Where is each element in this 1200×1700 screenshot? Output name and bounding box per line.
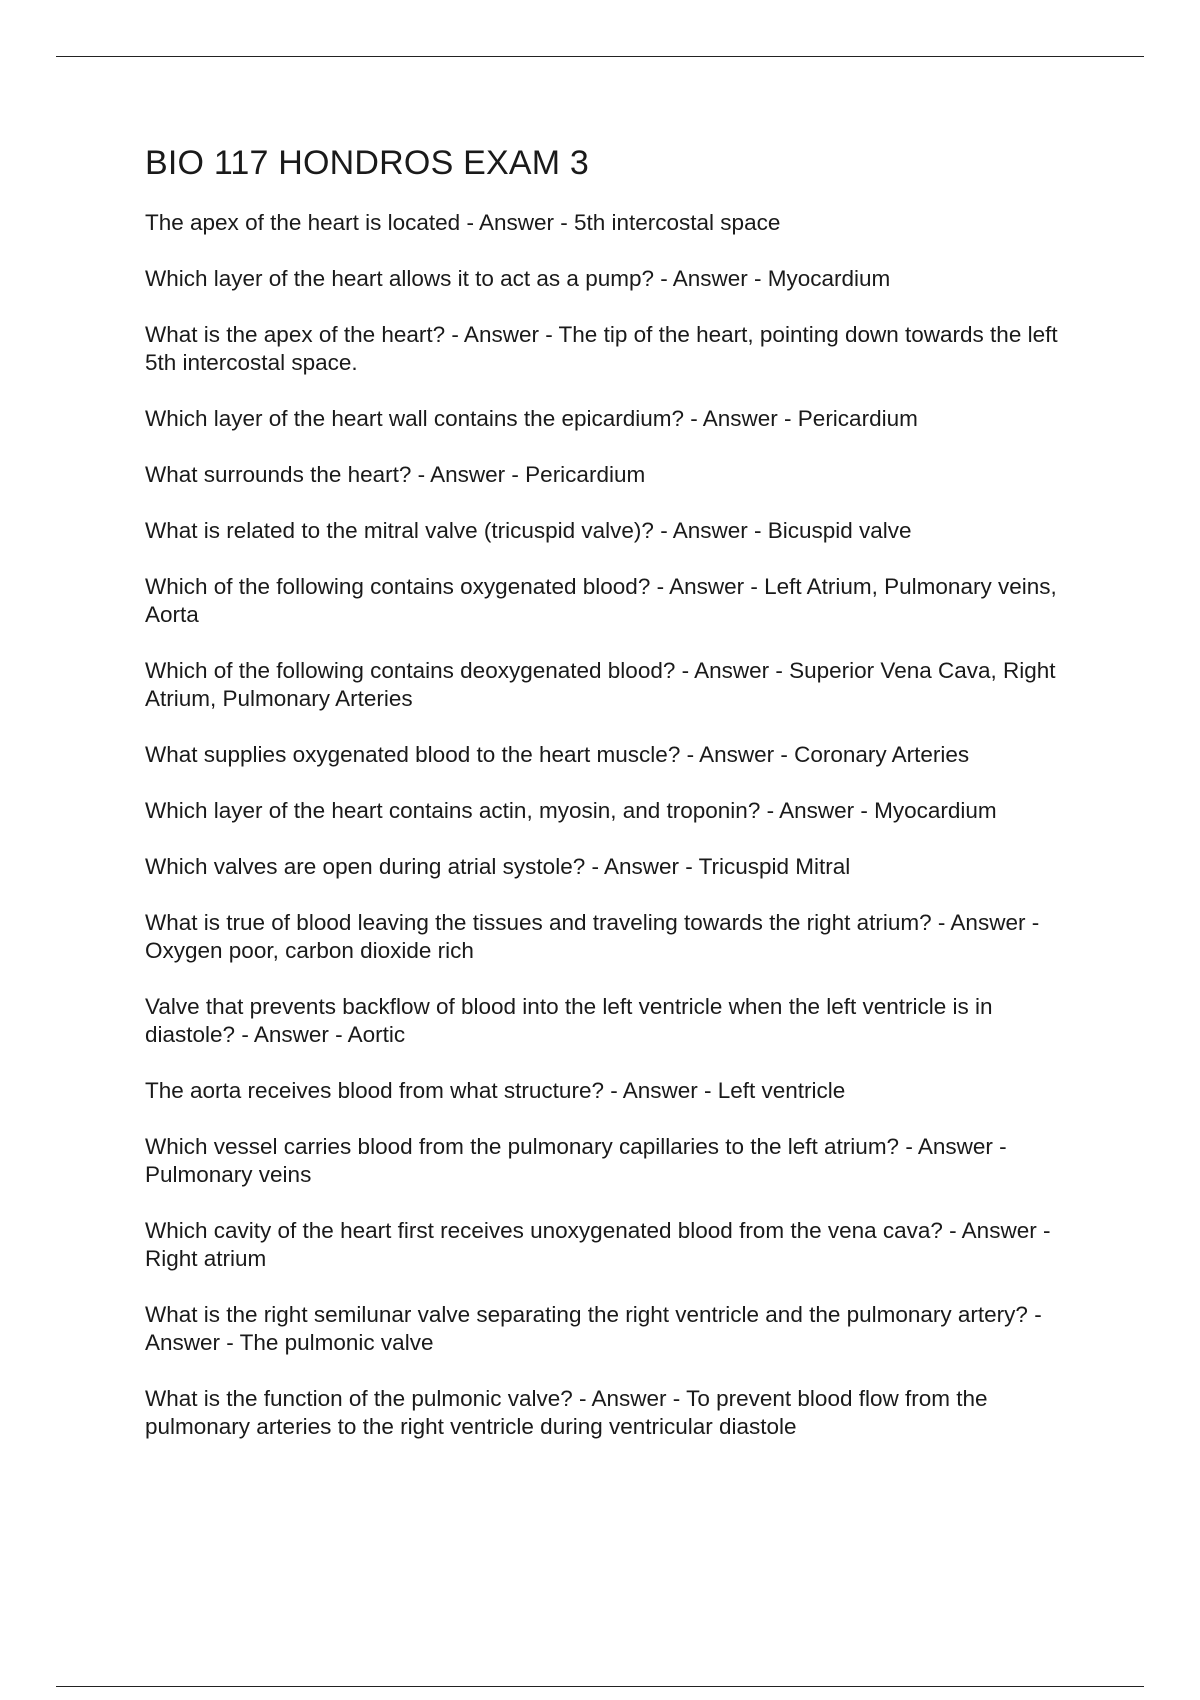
qa-item: The apex of the heart is located - Answer - 5th intercostal space [145,209,781,235]
qa-item: What surrounds the heart? - Answer - Pericardium [145,461,646,487]
qa-list [145,209,1080,1441]
qa-item: What is true of blood leaving the tissues and traveling towards the right atrium? - Answer - Oxygen poor, carbon dioxide rich [145,909,1040,963]
qa-item: The aorta receives blood from what structure? - Answer - Left ventricle [145,1077,846,1103]
qa-item: Valve that prevents backflow of blood into the left ventricle when the left ventricle is in diastole? - Answer - Aortic [145,993,993,1047]
bottom-divider [56,1686,1144,1687]
page-title: BIO 117 HONDROS EXAM 3 [145,144,590,182]
qa-item: Which vessel carries blood from the pulmonary capillaries to the left atrium? - Answer - Pulmonary veins [145,1133,1007,1187]
qa-item: What supplies oxygenated blood to the heart muscle? - Answer - Coronary Arteries [145,741,970,767]
document-body [145,143,1080,1469]
qa-item: Which cavity of the heart first receives unoxygenated blood from the vena cava? - Answer - Right atrium [145,1217,1051,1271]
qa-item: Which layer of the heart allows it to act as a pump? - Answer - Myocardium [145,265,891,291]
qa-item: What is the apex of the heart? - Answer - The tip of the heart, pointing down towards the left 5th intercostal space. [145,321,1058,375]
qa-item: Which of the following contains oxygenated blood? - Answer - Left Atrium, Pulmonary veins, Aorta [145,573,1057,627]
qa-item: What is the right semilunar valve separating the right ventricle and the pulmonary artery? - Answer - The pulmonic valve [145,1301,1042,1355]
qa-item: Which layer of the heart contains actin, myosin, and troponin? - Answer - Myocardium [145,797,997,823]
qa-item: What is the function of the pulmonic valve? - Answer - To prevent blood flow from the pulmonary arteries to the right ventricle during ventricular diastole [145,1385,988,1439]
qa-item: Which valves are open during atrial systole? - Answer - Tricuspid Mitral [145,853,851,879]
qa-item: What is related to the mitral valve (tricuspid valve)? - Answer - Bicuspid valve [145,517,912,543]
top-divider [56,56,1144,57]
qa-item: Which of the following contains deoxygenated blood? - Answer - Superior Vena Cava, Right Atrium, Pulmonary Arteries [145,657,1056,711]
qa-item: Which layer of the heart wall contains the epicardium? - Answer - Pericardium [145,405,918,431]
